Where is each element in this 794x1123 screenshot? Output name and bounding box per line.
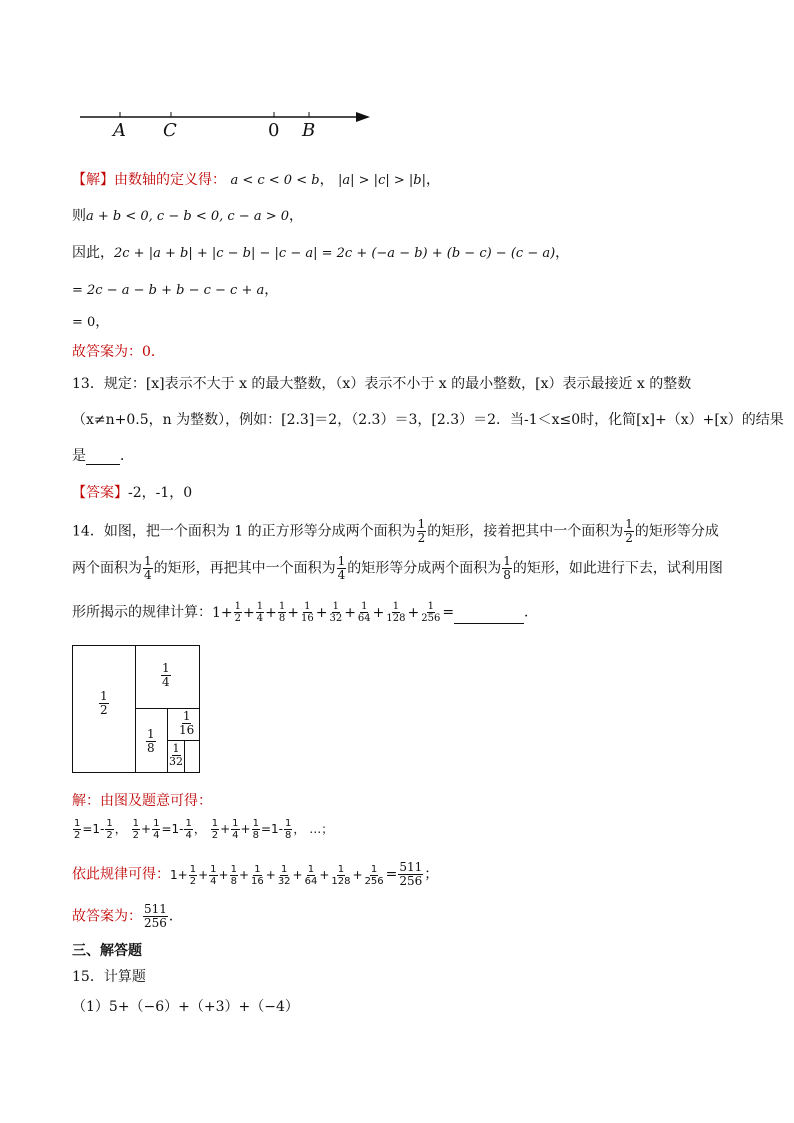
frac: $\frac{1}{4}$ <box>185 818 192 841</box>
plus-sign: + <box>218 867 229 882</box>
fig-label-thirtysecond: $\frac{1}{32}$ <box>169 742 183 768</box>
plus-sign: + <box>198 867 209 882</box>
plus-sign: + <box>292 867 303 882</box>
q14-answer-blank <box>454 609 524 624</box>
q14-end: ． <box>524 604 539 621</box>
frac-quarter: $\frac{1}{4}$ <box>337 554 346 582</box>
plus-sign: + <box>265 867 276 882</box>
fig-label-half: $\frac{1}{2}$ <box>100 689 108 717</box>
q14-sol-intro: 解：由图及题意可得： <box>72 793 212 809</box>
q13-line2: （x≠n+0.5，n 为整数），例如：[2.3]＝2，（2.3）＝3，[2.3）＝2．当-1＜x≤0时，化简[x]+（x）+[x）的结果 <box>72 412 784 428</box>
sol12-l3-prefix: 因此， <box>72 245 114 261</box>
plus-sign: + <box>177 867 188 882</box>
frac: $\frac{1}{4}$ <box>232 818 239 841</box>
series-term: $\frac{1}{128}$ <box>386 601 406 624</box>
q15-part1: （1）5+（−6）+（+3）+（−4） <box>72 999 299 1015</box>
series-term: $\frac{1}{8}$ <box>278 601 286 624</box>
sol12-line5 <box>72 311 109 331</box>
q14-sol-rule: 依此规律可得：1+ $\frac{1}{2}$ + $\frac{1}{4}$ + $\frac{1}{8}$ + $\frac{1}{16}$ + $\frac{1}{32}$ + $\frac{1}{64}$ + $\frac{1}{128}$ + $\frac{1}{256}$ = $\frac{511}{256}$ ； <box>72 860 439 888</box>
label-b: B <box>302 120 316 141</box>
q14-answer: 故答案为： $\frac{511}{256}$ ． <box>72 902 183 930</box>
plus-sign: + <box>220 604 233 621</box>
series-term: $\frac{1}{16}$ <box>251 863 264 887</box>
q14-l3a: 形所揭示的规律计算： <box>72 604 212 621</box>
sol12-line1 <box>72 169 440 189</box>
plus-sign: + <box>287 604 299 621</box>
q14-eq: = <box>442 604 455 621</box>
series-term: $\frac{1}{2}$ <box>234 601 242 624</box>
arrow-icon <box>356 112 370 122</box>
q14-l2d: 的矩形，如此进行下去，试利用图 <box>512 560 723 577</box>
frac: $\frac{1}{2}$ <box>106 818 113 841</box>
series-term: $\frac{1}{4}$ <box>210 863 217 887</box>
sol12-abs: |a| > |c| > |b| <box>338 173 426 188</box>
fig-label-eighth: $\frac{1}{8}$ <box>147 727 155 755</box>
q13-answer-tag: 【答案】 <box>72 485 128 501</box>
frac-eighth: $\frac{1}{8}$ <box>503 554 511 582</box>
q14-series <box>212 601 442 624</box>
sol12-l5-math: = 0 <box>72 315 96 330</box>
series-term: $\frac{1}{256}$ <box>421 601 441 624</box>
q14-rule-prefix: 依此规律可得： <box>72 866 170 883</box>
divider-half <box>135 645 136 773</box>
q13-line3-prefix: 是 <box>72 448 86 464</box>
label-a: A <box>113 120 126 141</box>
sol12-answer: 故答案为：0． <box>72 344 165 360</box>
label-c: C <box>163 120 177 141</box>
sol12-l3-math: 2c + |a + b| + |c − b| − |c − a| = 2c + (−a − b) + (b − c) − (c − a) <box>114 246 556 261</box>
sol12-l3-end: ， <box>555 245 570 261</box>
q13-line1: 13．规定：[x]表示不大于 x 的最大整数，（x）表示不小于 x 的最小整数，[x）表示最接近 x 的整数 <box>72 376 692 392</box>
frac-result: $\frac{511}{256}$ <box>399 860 423 888</box>
q14-line1 <box>72 518 719 545</box>
series-term: $\frac{1}{32}$ <box>277 863 291 887</box>
series-term: $\frac{1}{32}$ <box>329 601 343 624</box>
sol12-l5-end: ， <box>95 314 110 330</box>
fig-label-quarter: $\frac{1}{4}$ <box>162 661 170 689</box>
plus-sign: + <box>265 604 277 621</box>
sol12-sep: ， <box>319 172 334 188</box>
sol12-tag: 【解】 <box>72 172 114 188</box>
q14-l2a: 两个面积为 <box>72 560 142 577</box>
q13-line3 <box>72 445 134 465</box>
sol12-ineq: a < c < 0 < b <box>230 173 320 188</box>
q14-l2c: 的矩形等分成两个面积为 <box>347 560 502 577</box>
plus-sign: + <box>352 867 363 882</box>
sol12-intro: 由数轴的定义得： <box>114 172 226 188</box>
sol12-l4-math: = 2c − a − b + b − c − c + a <box>72 283 265 298</box>
frac: $\frac{1}{2}$ <box>211 818 219 841</box>
q14-l1a: 14．如图，把一个面积为 1 的正方形等分成两个面积为 <box>72 523 416 540</box>
series-term: $\frac{1}{16}$ <box>300 601 314 624</box>
frac: $\frac{1}{8}$ <box>284 818 292 841</box>
plus-sign: + <box>243 604 255 621</box>
sol12-l2-end: ， <box>289 208 303 224</box>
q14-l1b: 的矩形，接着把其中一个面积为 <box>427 523 624 540</box>
series-term: $\frac{1}{2}$ <box>189 863 197 887</box>
q13-line3-end: ． <box>120 448 134 464</box>
frac-quarter: $\frac{1}{4}$ <box>144 554 152 582</box>
q14-answer-prefix: 故答案为： <box>72 908 142 925</box>
series-term: $\frac{1}{256}$ <box>364 863 384 887</box>
q13-answer-text: -2，-1，0 <box>128 485 193 501</box>
series-term: $\frac{1}{8}$ <box>230 863 237 887</box>
frac: $\frac{1}{8}$ <box>252 818 259 841</box>
q14-line2 <box>72 555 723 582</box>
q14-sol-pattern: $\frac{1}{2}$ =1- $\frac{1}{2}$ ， $\frac{1}{2}$ + $\frac{1}{4}$ =1- $\frac{1}{4}$ ， $\frac{1}{2}$ + $\frac{1}{4}$ + $\frac{1}{8}$ =1- $\frac{1}{8}$ ， …； <box>74 818 334 841</box>
frac: $\frac{1}{2}$ <box>132 818 139 841</box>
q13-answer-blank <box>86 450 120 465</box>
plus-sign: + <box>372 604 385 621</box>
divider-thirtysecond <box>184 740 185 773</box>
q14-l2b: 的矩形，再把其中一个面积为 <box>153 560 336 577</box>
sol12-line3 <box>72 242 569 262</box>
series-term: $\frac{1}{128}$ <box>331 863 351 887</box>
frac: $\frac{1}{2}$ <box>74 818 81 841</box>
frac: $\frac{1}{4}$ <box>153 818 160 841</box>
sol12-line2 <box>72 205 303 225</box>
frac-half: $\frac{1}{2}$ <box>417 517 426 545</box>
frac-half: $\frac{1}{2}$ <box>625 517 633 545</box>
sol12-l4-end: ， <box>264 282 279 298</box>
series-lead: 1 <box>212 604 221 621</box>
plus-sign: + <box>238 867 250 882</box>
sol12-l2-math: a + b < 0, c − b < 0, c − a > 0 <box>86 209 289 224</box>
q14-l1c: 的矩形等分成 <box>634 523 719 540</box>
sol12-line4 <box>72 279 278 299</box>
series-lead: 1 <box>170 867 178 882</box>
section3-title: 三、解答题 <box>72 943 142 959</box>
sol12-l2-prefix: 则 <box>72 208 86 224</box>
plus-sign: + <box>344 604 356 621</box>
q13-answer <box>72 482 192 502</box>
plus-sign: + <box>315 604 328 621</box>
series-term: $\frac{1}{4}$ <box>256 601 264 624</box>
plus-sign: + <box>319 867 330 882</box>
series-term: $\frac{1}{64}$ <box>304 863 318 887</box>
series-term: $\frac{1}{64}$ <box>357 601 371 624</box>
q15-title: 15．计算题 <box>72 969 146 985</box>
sol12-end1: ， <box>425 172 440 188</box>
frac-result: $\frac{511}{256}$ <box>144 902 167 930</box>
fig-label-sixteenth: $\frac{1}{16}$ <box>179 709 195 737</box>
q14-line3 <box>72 601 538 624</box>
plus-sign: + <box>407 604 420 621</box>
label-zero: 0 <box>268 120 280 141</box>
